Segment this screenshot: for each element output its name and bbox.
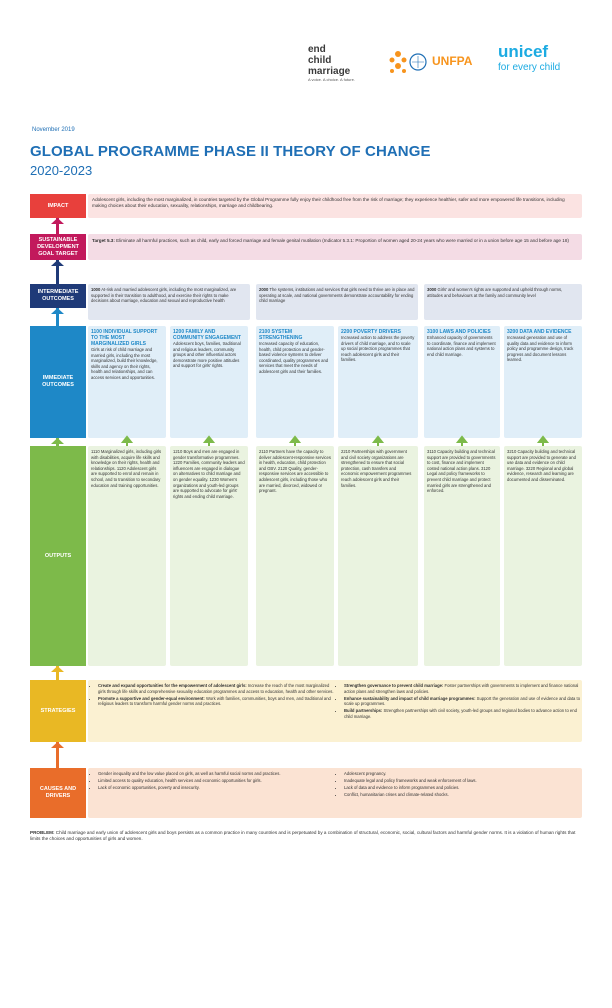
strategy-item-text: Work with families, communities, boys and men, and traditional and religious leaders to transform harmful gender norms and practices. <box>98 695 331 707</box>
strategy-item-text: Support the generation and use of evidence and data to scale up programmes. <box>344 695 581 707</box>
sdg-label-line: SUSTAINABLE <box>38 236 78 243</box>
unfpa-text: UNFPA <box>432 54 473 68</box>
intermediate-num: 3000 <box>427 287 437 292</box>
intermediate-label-line: OUTCOMES <box>42 296 74 302</box>
sdg-target-label: Target 5.3: <box>92 238 115 243</box>
output-text: 3210 Capacity building and technical support are provided to generate and use data and evidence on child marriage. 3220 Regional and global evidence, research and learning are documented and disseminated. <box>507 449 576 482</box>
impact-text: Adolescent girls, including the most marginalized, in countries targeted by the Global Programme fully enjoy their childhood free from the risk of marriage; they experience healthier, safer and more empowered life transitions, including making choices about their education, sexuality, relationships, marriage and childbearing. <box>92 197 565 208</box>
immediate-num: 1100 <box>91 329 102 335</box>
intermediate-num: 1000 <box>91 287 101 292</box>
arrow-outputs-to-immediate <box>51 438 64 446</box>
page-title: GLOBAL PROGRAMME PHASE II THEORY OF CHANGE <box>30 143 431 160</box>
immediate-title: FAMILY AND COMMUNITY ENGAGEMENT <box>173 329 241 341</box>
immediate-num: 1200 <box>173 329 185 335</box>
problem-text: Child marriage and early union of adolescent girls and boys persists as a common practice in many countries and is perpetuated by a combination of structural, economic, social, cultural factors and harmful gender norms. It is a violation of human rights that limits the choices and opportunities of girls and women. <box>30 830 576 841</box>
intermediate-num: 2000 <box>259 287 269 292</box>
strategy-item-title: Strengthen governance to prevent child marriage: <box>344 683 444 688</box>
immediate-num: 3100 <box>427 329 439 335</box>
cause-item: • Lack of economic opportunities, poverty and insecurity. <box>98 785 334 791</box>
intermediate-text: The systems, institutions and services that girls need to thrive are in place and operating at scale, and national governments demonstrate accountability for ending child marriage <box>259 287 415 304</box>
page-years: 2020-2023 <box>30 163 93 178</box>
immediate-title: POVERTY DRIVERS <box>353 329 401 335</box>
arrow-strategies-to-outputs <box>51 666 64 680</box>
immediate-text: Adolescent boys, families, traditional and religious leaders, community groups and other influential actors demonstrate more positive attitudes and support for girls' rights. <box>173 341 241 369</box>
intermediate-label-line: INTERMEDIATE <box>37 289 79 295</box>
ecm-logo-line: marriage <box>308 66 351 77</box>
unicef-name: unicef <box>498 42 549 61</box>
immediate-num: 3200 <box>507 329 519 335</box>
outputs-label-text: OUTPUTS <box>44 552 72 559</box>
immediate-title: SYSTEM STRENGTHENING <box>259 329 303 341</box>
unicef-tagline: for every child <box>498 62 561 73</box>
immediate-text: Increased generation and use of quality data and evidence to inform policy and programme design, track progress and document lessons learned. <box>507 335 574 363</box>
immediate-title: DATA AND EVIDENCE <box>519 329 572 335</box>
immediate-num: 2100 <box>259 329 271 335</box>
immediate-num: 2200 <box>341 329 353 335</box>
intermediate-text: At-risk and married adolescent girls, including the most marginalized, are supported in their transition to adulthood, and exercise their rights to make decisions about marriage, education and sexual and reproductive health <box>91 287 237 304</box>
sdg-label-line: GOAL TARGET <box>38 250 78 257</box>
cause-item: • Gender inequality and the low value placed on girls, as well as harmful social norms and practices. <box>98 771 334 777</box>
column-connectors <box>123 437 547 446</box>
sdg-label-line: DEVELOPMENT <box>37 243 79 250</box>
immediate-text: Increased action to address the poverty drivers of child marriage, and to scale up social protection programmes that reach adolescent girls and their families. <box>341 335 415 363</box>
strategy-item-text: Increase the reach of the most marginalized girls through life skills and comprehensive sexuality education programmes and access to education, health and other services. <box>98 683 334 694</box>
ecm-logo-line: child <box>308 55 332 66</box>
cause-item: • Limited access to quality education, health services and economic opportunities for girls. <box>98 778 334 784</box>
arrow-sdg-to-impact <box>51 218 64 234</box>
cause-item: • Conflict, humanitarian crises and climate-related shocks. <box>344 792 582 798</box>
arrow-intermediate-to-sdg <box>51 260 64 284</box>
strategy-item-text: Foster partnerships with governments to implement and finance national action plans and strengthen laws and policies. <box>344 683 579 694</box>
arrow-immediate-to-intermediate <box>51 308 64 326</box>
cause-item: • Inadequate legal and policy frameworks and weak enforcement of laws. <box>344 778 582 784</box>
output-text: 2210 Partnerships with government and civil society organizations are strengthened to ensure that social protection, cash transfers and economic empowerment programmes reach adolescent girls and their families. <box>341 449 412 488</box>
strategies-label-text: STRATEGIES <box>40 707 76 714</box>
cause-item: • Lack of data and evidence to inform programmes and policies. <box>344 785 582 791</box>
causes-label-line: DRIVERS <box>45 793 71 799</box>
ecm-logo-line: end <box>308 44 326 55</box>
document-date: November 2019 <box>32 127 75 133</box>
ecm-tagline: A voice. A choice. A future. <box>308 77 355 82</box>
immediate-title: INDIVIDUAL SUPPORT TO THE MOST MARGINALIZED GIRLS <box>91 329 158 347</box>
immediate-text: Girls at risk of child marriage and married girls, including the most marginalized, build their knowledge, skills and agency on their rights, health and relationships, and can access services and opportunities. <box>91 347 158 380</box>
cause-item: • Adolescent pregnancy. <box>344 771 582 777</box>
immediate-label-line: IMMEDIATE <box>42 375 74 381</box>
immediate-label-line: OUTCOMES <box>42 382 74 388</box>
strategy-item-title: Promote a supportive and gender-equal environment: <box>98 695 205 701</box>
arrow-causes-to-strategies <box>51 742 64 768</box>
output-text: 1110 Marginalized girls, including girls with disabilities, acquire life skills and knowledge on their rights, health and relationships. 1120 Adolescent girls are supported to enrol and remain in school, and to transition to secondary education and training opportunities. <box>91 449 162 488</box>
strategy-item-text: Strengthen partnerships with civil society, youth-led groups and regional bodies to advance action to end child marriage. <box>344 708 577 719</box>
sdg-target-text: Eliminate all harmful practices, such as child, early and forced marriage and female genital mutilation (Indicator 5.3.1: Proportion of women aged 20-24 years who were married or in a union before age 15 and before age 18) <box>114 238 569 243</box>
problem-label: PROBLEM: <box>30 830 55 835</box>
output-text: 2110 Partners have the capacity to deliver adolescent-responsive services in health, education, child protection and GBV. 2120 Quality, gender-responsive services are accessible to adolescent girls, including those who are married, divorced, widowed or pregnant. <box>259 449 331 494</box>
immediate-text: Increased capacity of education, health, child protection and gender-based violence systems to deliver coordinated, quality programmes and services that meet the needs of adolescent girls and their families. <box>259 341 329 374</box>
immediate-text: Enhanced capacity of governments to coordinate, finance and implement national action plans and systems to end child marriage. <box>427 335 496 357</box>
impact-label-text: IMPACT <box>47 202 69 209</box>
output-text: 1210 Boys and men are engaged in gender transformative programmes. 1220 Families, community leaders and influencers are engaged in dialogue on alternatives to child marriage and on gender equality. 1230 Women's organizations and youth-led groups are supported to advocate for girls' rights and ending child marriage. <box>173 449 245 499</box>
causes-label-line: CAUSES AND <box>39 786 77 792</box>
strategy-item-title: Create and expand opportunities for the empowerment of adolescent girls: <box>98 683 247 688</box>
immediate-title: LAWS AND POLICIES <box>439 329 491 335</box>
intermediate-text: Girls' and women's rights are supported and upheld through norms, attitudes and behaviours at the family and community level <box>427 287 563 298</box>
output-text: 3110 Capacity building and technical support are provided to governments to cost, finance and implement costed national action plans. 3120 Legal and policy frameworks to prevent child marriage and protect married girls are strengthened and enforced. <box>427 449 496 494</box>
strategy-item-title: Enhance sustainability and impact of child marriage programmes: <box>344 695 476 701</box>
strategy-item-title: Build partnerships: <box>344 708 383 714</box>
